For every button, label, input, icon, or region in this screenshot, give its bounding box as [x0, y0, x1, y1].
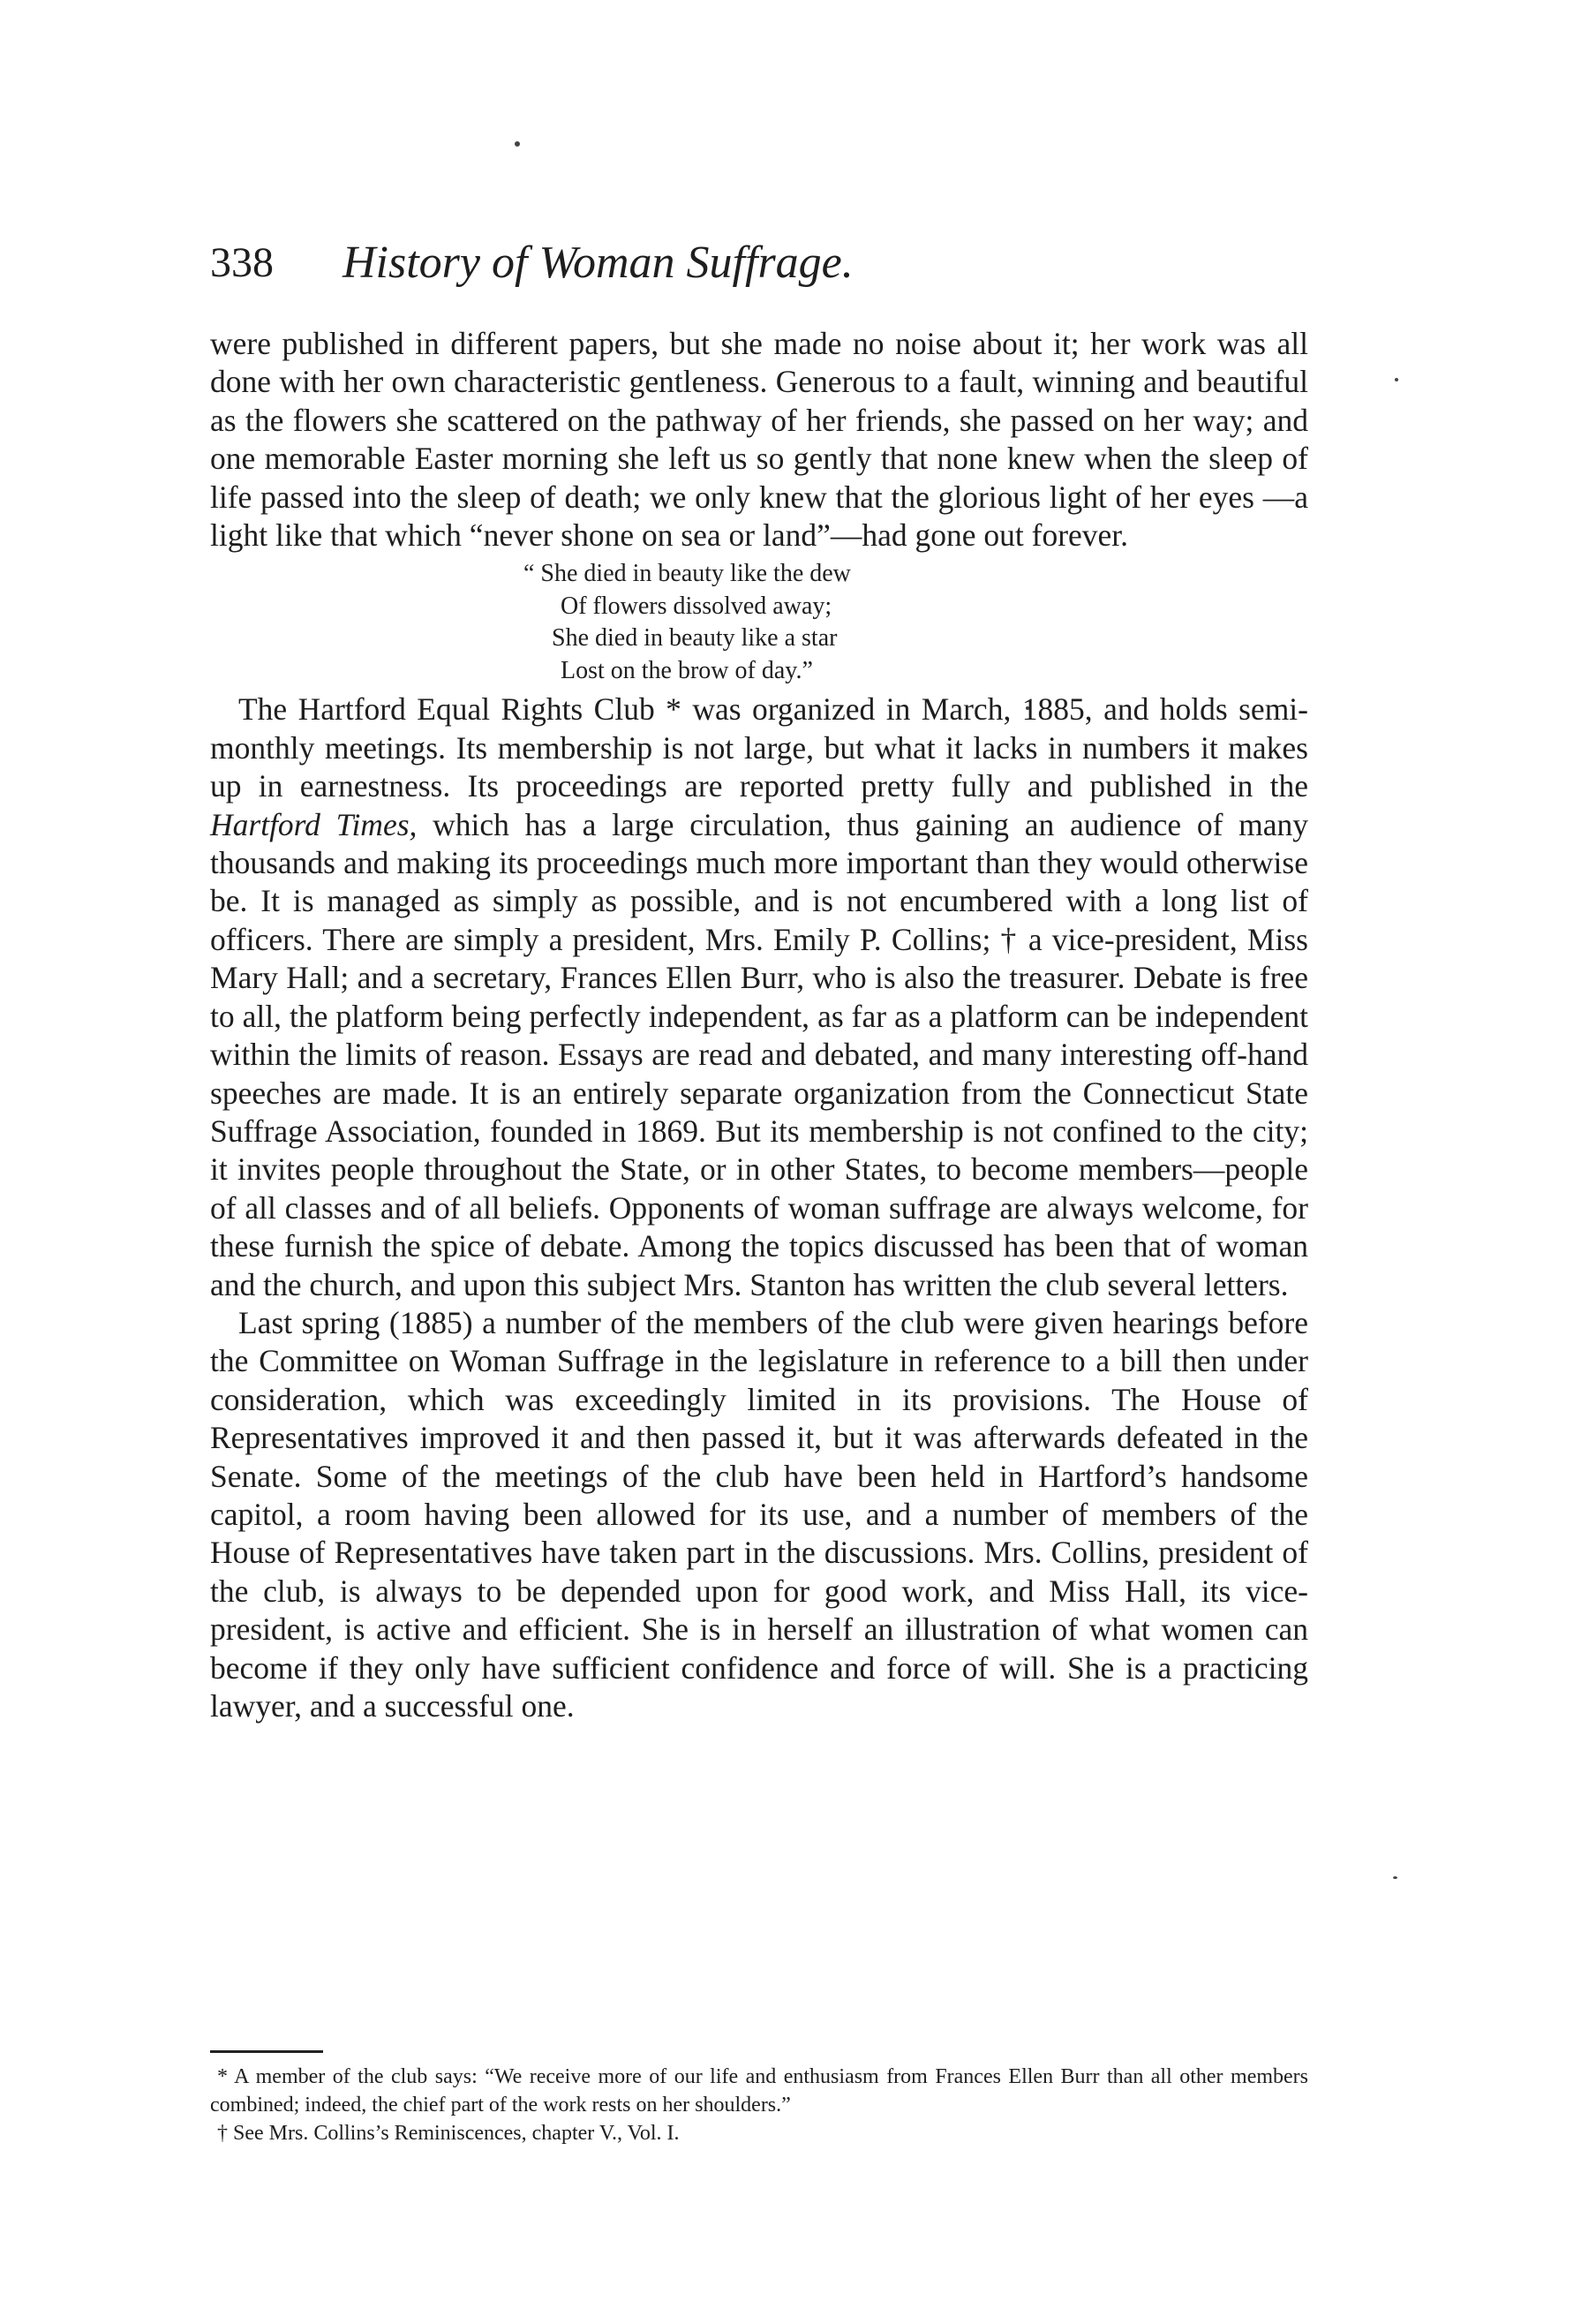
newspaper-title: Hartford Times,: [210, 806, 418, 842]
scan-speck: [1395, 378, 1398, 381]
footnotes: [210, 2063, 1308, 2147]
main-text: [210, 325, 1308, 1725]
scan-speck: [1393, 1876, 1397, 1879]
footnote-divider: [210, 2050, 323, 2053]
verse-line: Lost on the brow of day.”: [561, 656, 813, 684]
paragraph-legislature: Last spring (1885) a number of the members of the club were given hearings before the Committee on Woman Suffrage in the legislature in reference to a bill then under consideration, which was exceedingly limited in its provisions. The House of Representatives improved it and then passed it, but it was afterwards defeated in the Senate. Some of the meetings of the club have been held in Hartford’s handsome capitol, a room having been allowed for its use, and a number of members of the House of Representatives have taken part in the discussions. Mrs. Collins, president of the club, is always to be depended upon for good work, and Miss Hall, its vice-president, is active and efficient. She is in herself an illustration of what women can become if they only have sufficient confidence and force of will. She is a practicing lawyer, and a successful one.: [210, 1304, 1308, 1724]
footnote: † See Mrs. Collins’s Reminiscences, chapter V., Vol. I.: [217, 2122, 680, 2145]
page-number: 338: [210, 239, 274, 286]
quoted-verse: [210, 558, 1308, 687]
verse-line: “ She died in beauty like the dew: [523, 560, 851, 588]
paragraph-hartford-club: [210, 690, 1308, 1304]
footnote: * A member of the club says: “We receive more of our life and enthusiasm from Frances Ellen Burr than all other members combined; indeed, the chief part of the work rests on her shoulders.”: [210, 2065, 1308, 2117]
scan-speck: [515, 141, 520, 147]
paragraph-text: The Hartford Equal Rights Club * was organized in March, 1885, and holds semi-monthly meetings. Its membership is not large, but what it lacks in numbers it makes up in earnestness. Its proceedings are reported pretty fully and published in the: [210, 691, 1308, 804]
verse-line: She died in beauty like a star: [552, 624, 838, 653]
paragraph-text: which has a large circulation, thus gaining an audience of many thousands and making its proceedings much more important than they would otherwise be. It is managed as simply as possible, and is not encumbered with a long list of officers. There are simply a president, Mrs. Emily P. Collins; † a vice-president, Miss Mary Hall; and a secretary, Frances Ellen Burr, who is also the treasurer. Debate is free to all, the platform being perfectly independent, as far as a platform can be independent within the limits of reason. Essays are read and debated, and many interesting off-hand speeches are made. It is an entirely separate organization from the Connecticut State Suffrage Association, founded in 1869. But its membership is not confined to the city; it invites people throughout the State, or in other States, to become members—people of all classes and of all beliefs. Opponents of woman suffrage are always welcome, for these furnish the spice of debate. Among the topics discussed has been that of woman and the church, and upon this subject Mrs. Stanton has written the club several letters.: [210, 806, 1308, 1302]
page-header: [210, 237, 1305, 298]
running-title: History of Woman Suffrage.: [343, 238, 854, 288]
verse-line: Of flowers dissolved away;: [561, 592, 832, 620]
paragraph-continuation: were published in different papers, but she made no noise about it; her work was all done with her own characteristic gentleness. Generous to a fault, winning and beautiful as the flowers she scattered on the pathway of her friends, she passed on her way; and one memorable Easter morning she left us so gently that none knew when the sleep of life passed into the sleep of death; we only knew that the glorious light of her eyes —a light like that which “never shone on sea or land”—had gone out forever.: [210, 326, 1308, 554]
